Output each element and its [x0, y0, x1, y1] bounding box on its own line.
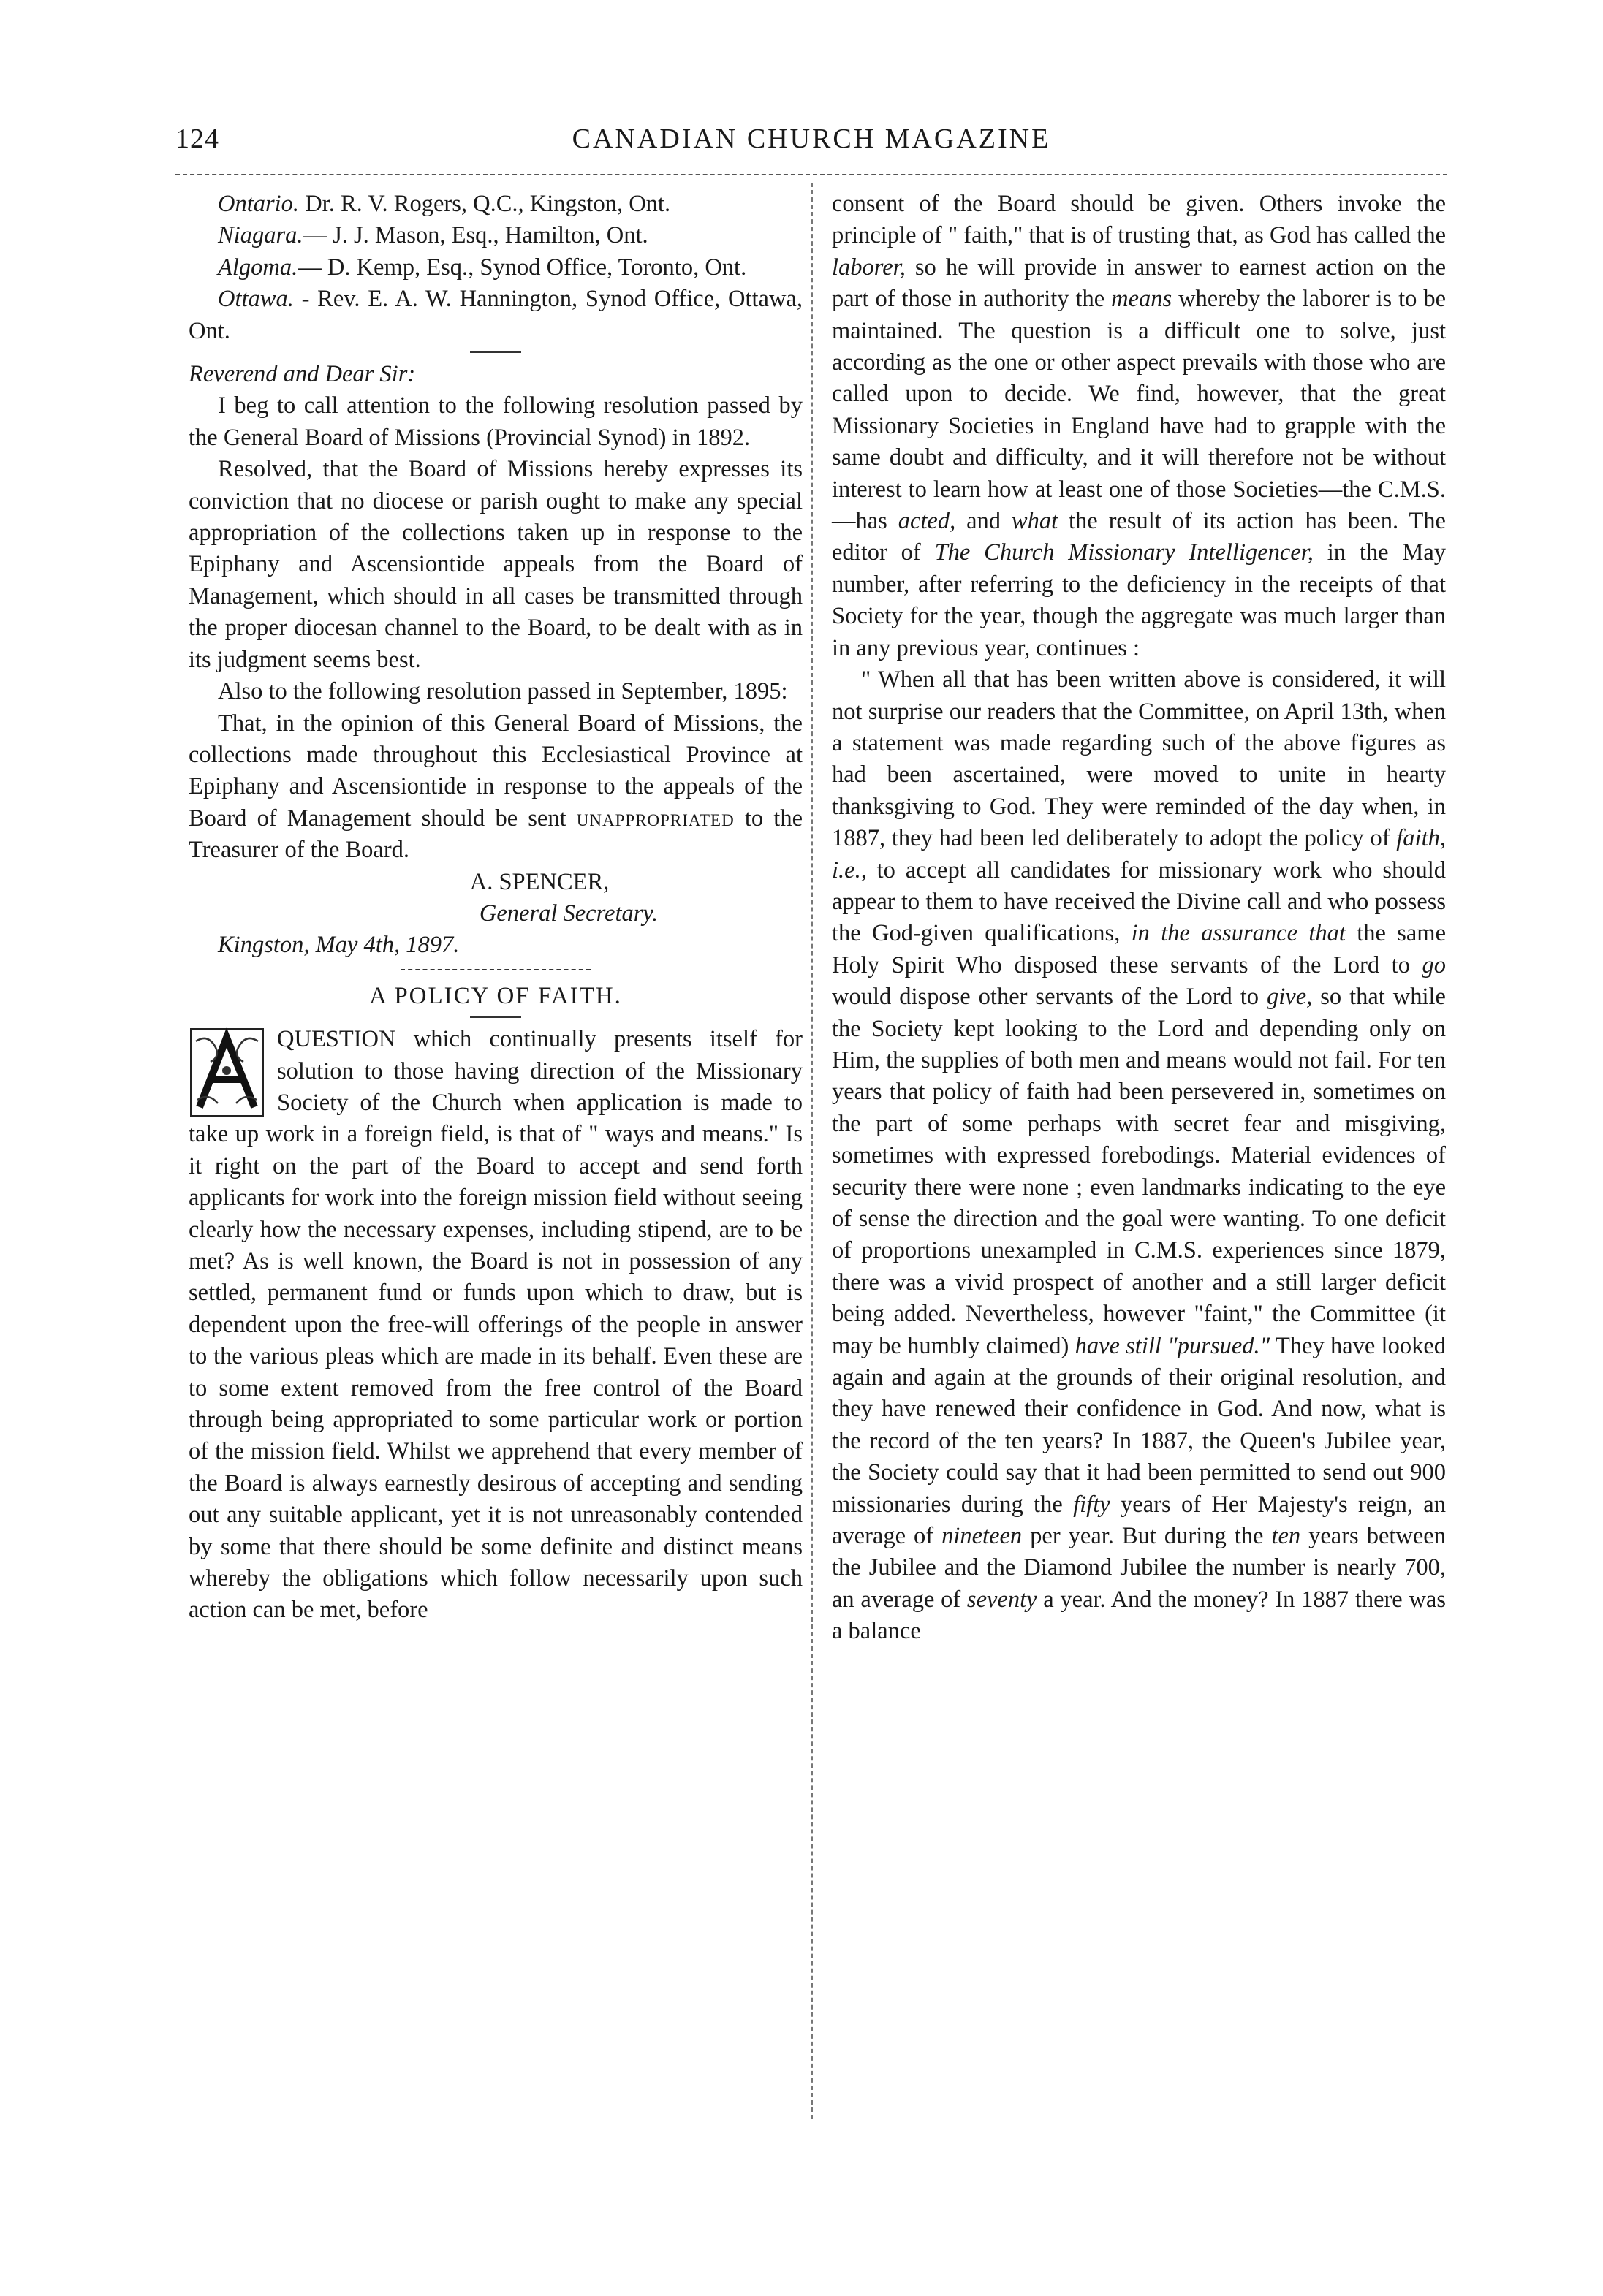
column-divider [811, 183, 813, 2119]
paragraph: I beg to call attention to the following resolution passed by the General Board of Missions (Provincial Synod) in 1892. [189, 392, 803, 451]
quoted-passage: " When all that has been written above is considered, it will not surprise our readers that the Committee, on April 13th, when a statement was made regarding such of the above figures as had been ascertained, were moved to unite in hearty thanksgiving to God. They were reminded of the day when, in 1887, they had been led deliberately to adopt the policy of faith, i.e., to accept all candidates for missionary work who should appear to them to have received the Divine call and who possess the God-given qualifications, in the assurance that the same Holy Spirit Who disposed these servants of the Lord to go would dispose other servants of the Lord to give, so that while the Society kept looking to the Lord and depending only on Him, the supplies of both men and means would not fail. For ten years that policy of faith had been persevered in, sometimes on the part of some perhaps with secret fear and misgiving, sometimes with expressed forebodings. Material evidences of security there were none ; even landmarks indicating to the eye of sense the direction and the goal were wanting. To one deficit of proportions unexampled in C.M.S. experiences since 1879, there was a vivid prospect of another and a still larger deficit being added. Nevertheless, however "faint," the Committee (it may be humbly claimed) have still "pursued." They have looked again and again at the grounds of their original resolution, and they have renewed their confidence in God. And now, what is the record of the ten years? In 1887, the Queen's Jubilee year, the Society could say that it had been permitted to send out 900 missionaries during the fifty years of Her Majesty's reign, an average of nineteen per year. But during the ten years between the Jubilee and the Diamond Jubilee the number is nearly 700, an average of seventy a year. And the money? In 1887 there was a balance [832, 666, 1446, 1645]
paragraph-continued: consent of the Board should be given. Others invoke the principle of " faith," that is of trusting that, as God has called the laborer, so he will provide in answer to earnest action on the part of those in authority the means whereby the laborer is to be maintained. The question is a difficult one to solve, just according as the one or other aspect prevails with those who are called upon to decide. We find, however, that the great Missionary Societies in England have had to grapple with the same doubt and difficulty, and it will therefore not be without interest to learn how at least one of those Societies—the C.M.S.—has acted, and what the result of its action has been. The editor of The Church Missionary Intelligencer, in the May number, after referring to the deficiency in the receipts of that Society for the year, though the aggregate was much larger than in any previous year, continues : [832, 191, 1447, 661]
signature-title: General Secretary. [479, 900, 659, 927]
title-rule [470, 1016, 521, 1018]
section-title: A POLICY OF FAITH. [369, 982, 622, 1009]
address-ontario: Ontario. Dr. R. V. Rogers, Q.C., Kingston, Ont. [218, 191, 671, 217]
address-niagara: Niagara.— J. J. Mason, Esq., Hamilton, Ont. [218, 222, 648, 249]
address-ottawa: Ottawa. - Rev. E. A. W. Hannington, Synod Office, Ottawa, Ont. [189, 286, 803, 344]
right-column [832, 189, 1446, 1648]
page-number: 124 [175, 123, 219, 154]
running-head: CANADIAN CHURCH MAGAZINE [572, 123, 1051, 154]
page-header [175, 123, 1447, 167]
article-body-start: QUESTION which continually presents itself for solution to those having direction of the Missionary Society of the Church when application is made to take up work in a foreign field, is that of " ways and means." Is it right on the part of the Board to accept and send forth applicants for work into the foreign mission field without seeing clearly how the necessary expenses, including stipend, are to be met? As is well known, the Board is not in possession of any settled, permanent fund or funds upon which to draw, but is dependent upon the free-will offerings of the people in answer to the various pleas which are made in its behalf. Even these are to some extent removed from the free control of the Board through being appropriated to some particular work or portion of the mission field. Whilst we apprehend that every member of the Board is always earnestly desirous of accepting and sending out any suitable applicant, yet it is not unreasonably contended by some that there should be some definite and distinct means whereby the obligations which follow necessarily upon such action can be met, before [189, 1026, 803, 1624]
separator-rule [470, 351, 521, 353]
resolution-1892: Resolved, that the Board of Missions hereby expresses its conviction that no diocese or parish ought to make any special appropriation of the collections taken up in response to the Epiphany and Ascensiontide appeals from the Board of Management, which should in all cases be transmitted through the proper diocesan channel to the Board, to be dealt with as in its judgment seems best. [189, 456, 803, 673]
paragraph: Also to the following resolution passed in September, 1895: [218, 678, 788, 705]
header-rule [175, 174, 1447, 175]
signature-name: A. SPENCER, [469, 868, 610, 895]
section-rule [401, 969, 591, 970]
left-column [189, 189, 803, 1627]
dateline: Kingston, May 4th, 1897. [218, 932, 460, 959]
salutation: Reverend and Dear Sir: [189, 361, 416, 388]
ornamental-letter-a-icon [189, 1027, 265, 1118]
resolution-1895: That, in the opinion of this General Board of Missions, the collections made throughout this Ecclesiastical Province at Epiphany and Ascensiontide in response to the appeals of the Board of Management should be sent unappropriated to the Treasurer of the Board. [189, 710, 803, 864]
address-algoma: Algoma.— D. Kemp, Esq., Synod Office, Toronto, Ont. [218, 254, 747, 281]
